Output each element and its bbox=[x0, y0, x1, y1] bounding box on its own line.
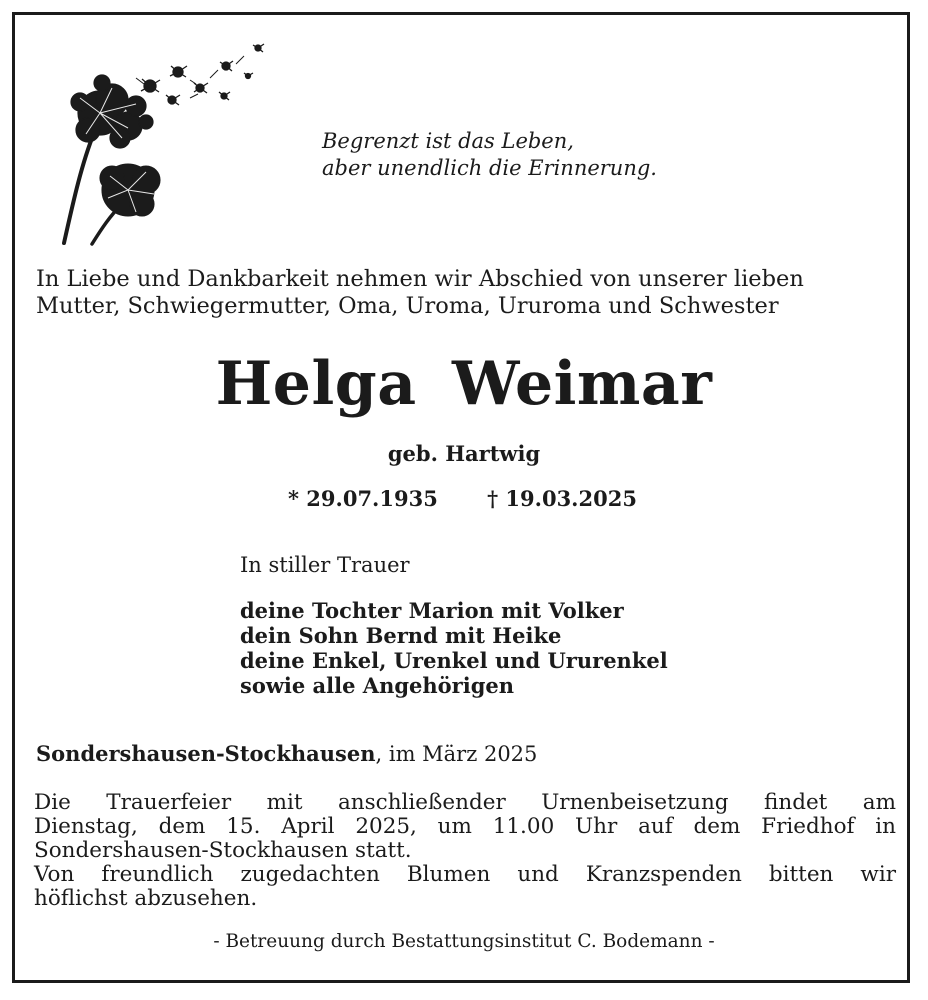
date-text: , im März 2025 bbox=[375, 742, 538, 766]
mourner-line: sowie alle Angehörigen bbox=[240, 673, 515, 698]
funeral-line-1: Die Trauerfeier mit anschließender Urnenbeisetzung findet am bbox=[34, 790, 896, 815]
mourner-line: dein Sohn Bernd mit Heike bbox=[240, 623, 562, 648]
birth-name: geb. Hartwig bbox=[387, 441, 541, 466]
life-dates bbox=[288, 484, 637, 514]
funeral-home-credit: - Betreuung durch Bestattungsinstitut C. Bodemann - bbox=[213, 931, 715, 952]
funeral-line-4: Von freundlich zugedachten Blumen und Kranzspenden bitten wir bbox=[34, 862, 896, 887]
funeral-line-5: höflichst abzusehen. bbox=[34, 886, 258, 911]
intro-line-2: Mutter, Schwiegermutter, Oma, Uroma, Ururoma und Schwester bbox=[36, 293, 779, 319]
mourner-line: deine Tochter Marion mit Volker bbox=[240, 598, 624, 623]
place-date bbox=[36, 740, 537, 768]
deceased-name: Helga Weimar bbox=[215, 349, 713, 419]
intro-line-1: In Liebe und Dankbarkeit nehmen wir Abschied von unserer lieben bbox=[36, 266, 804, 292]
motto-quote bbox=[322, 128, 657, 182]
funeral-line-2: Dienstag, dem 15. April 2025, um 11.00 Uhr auf dem Friedhof in bbox=[34, 814, 896, 839]
mourners-list bbox=[240, 598, 668, 698]
motto-line-1: Begrenzt ist das Leben, bbox=[322, 129, 574, 153]
motto-line-2: aber unendlich die Erinnerung. bbox=[322, 156, 657, 180]
intro-text bbox=[36, 266, 804, 320]
funeral-line-3: Sondershausen-Stockhausen statt. bbox=[34, 838, 412, 863]
place-name: Sondershausen-Stockhausen bbox=[36, 741, 376, 766]
death-date: † 19.03.2025 bbox=[487, 486, 637, 511]
mourner-line: deine Enkel, Urenkel und Ururenkel bbox=[240, 648, 668, 673]
birth-date: * 29.07.1935 bbox=[288, 486, 438, 511]
funeral-notice bbox=[34, 791, 896, 911]
dandelion-icon bbox=[50, 38, 280, 250]
mourning-heading: In stiller Trauer bbox=[240, 553, 410, 577]
